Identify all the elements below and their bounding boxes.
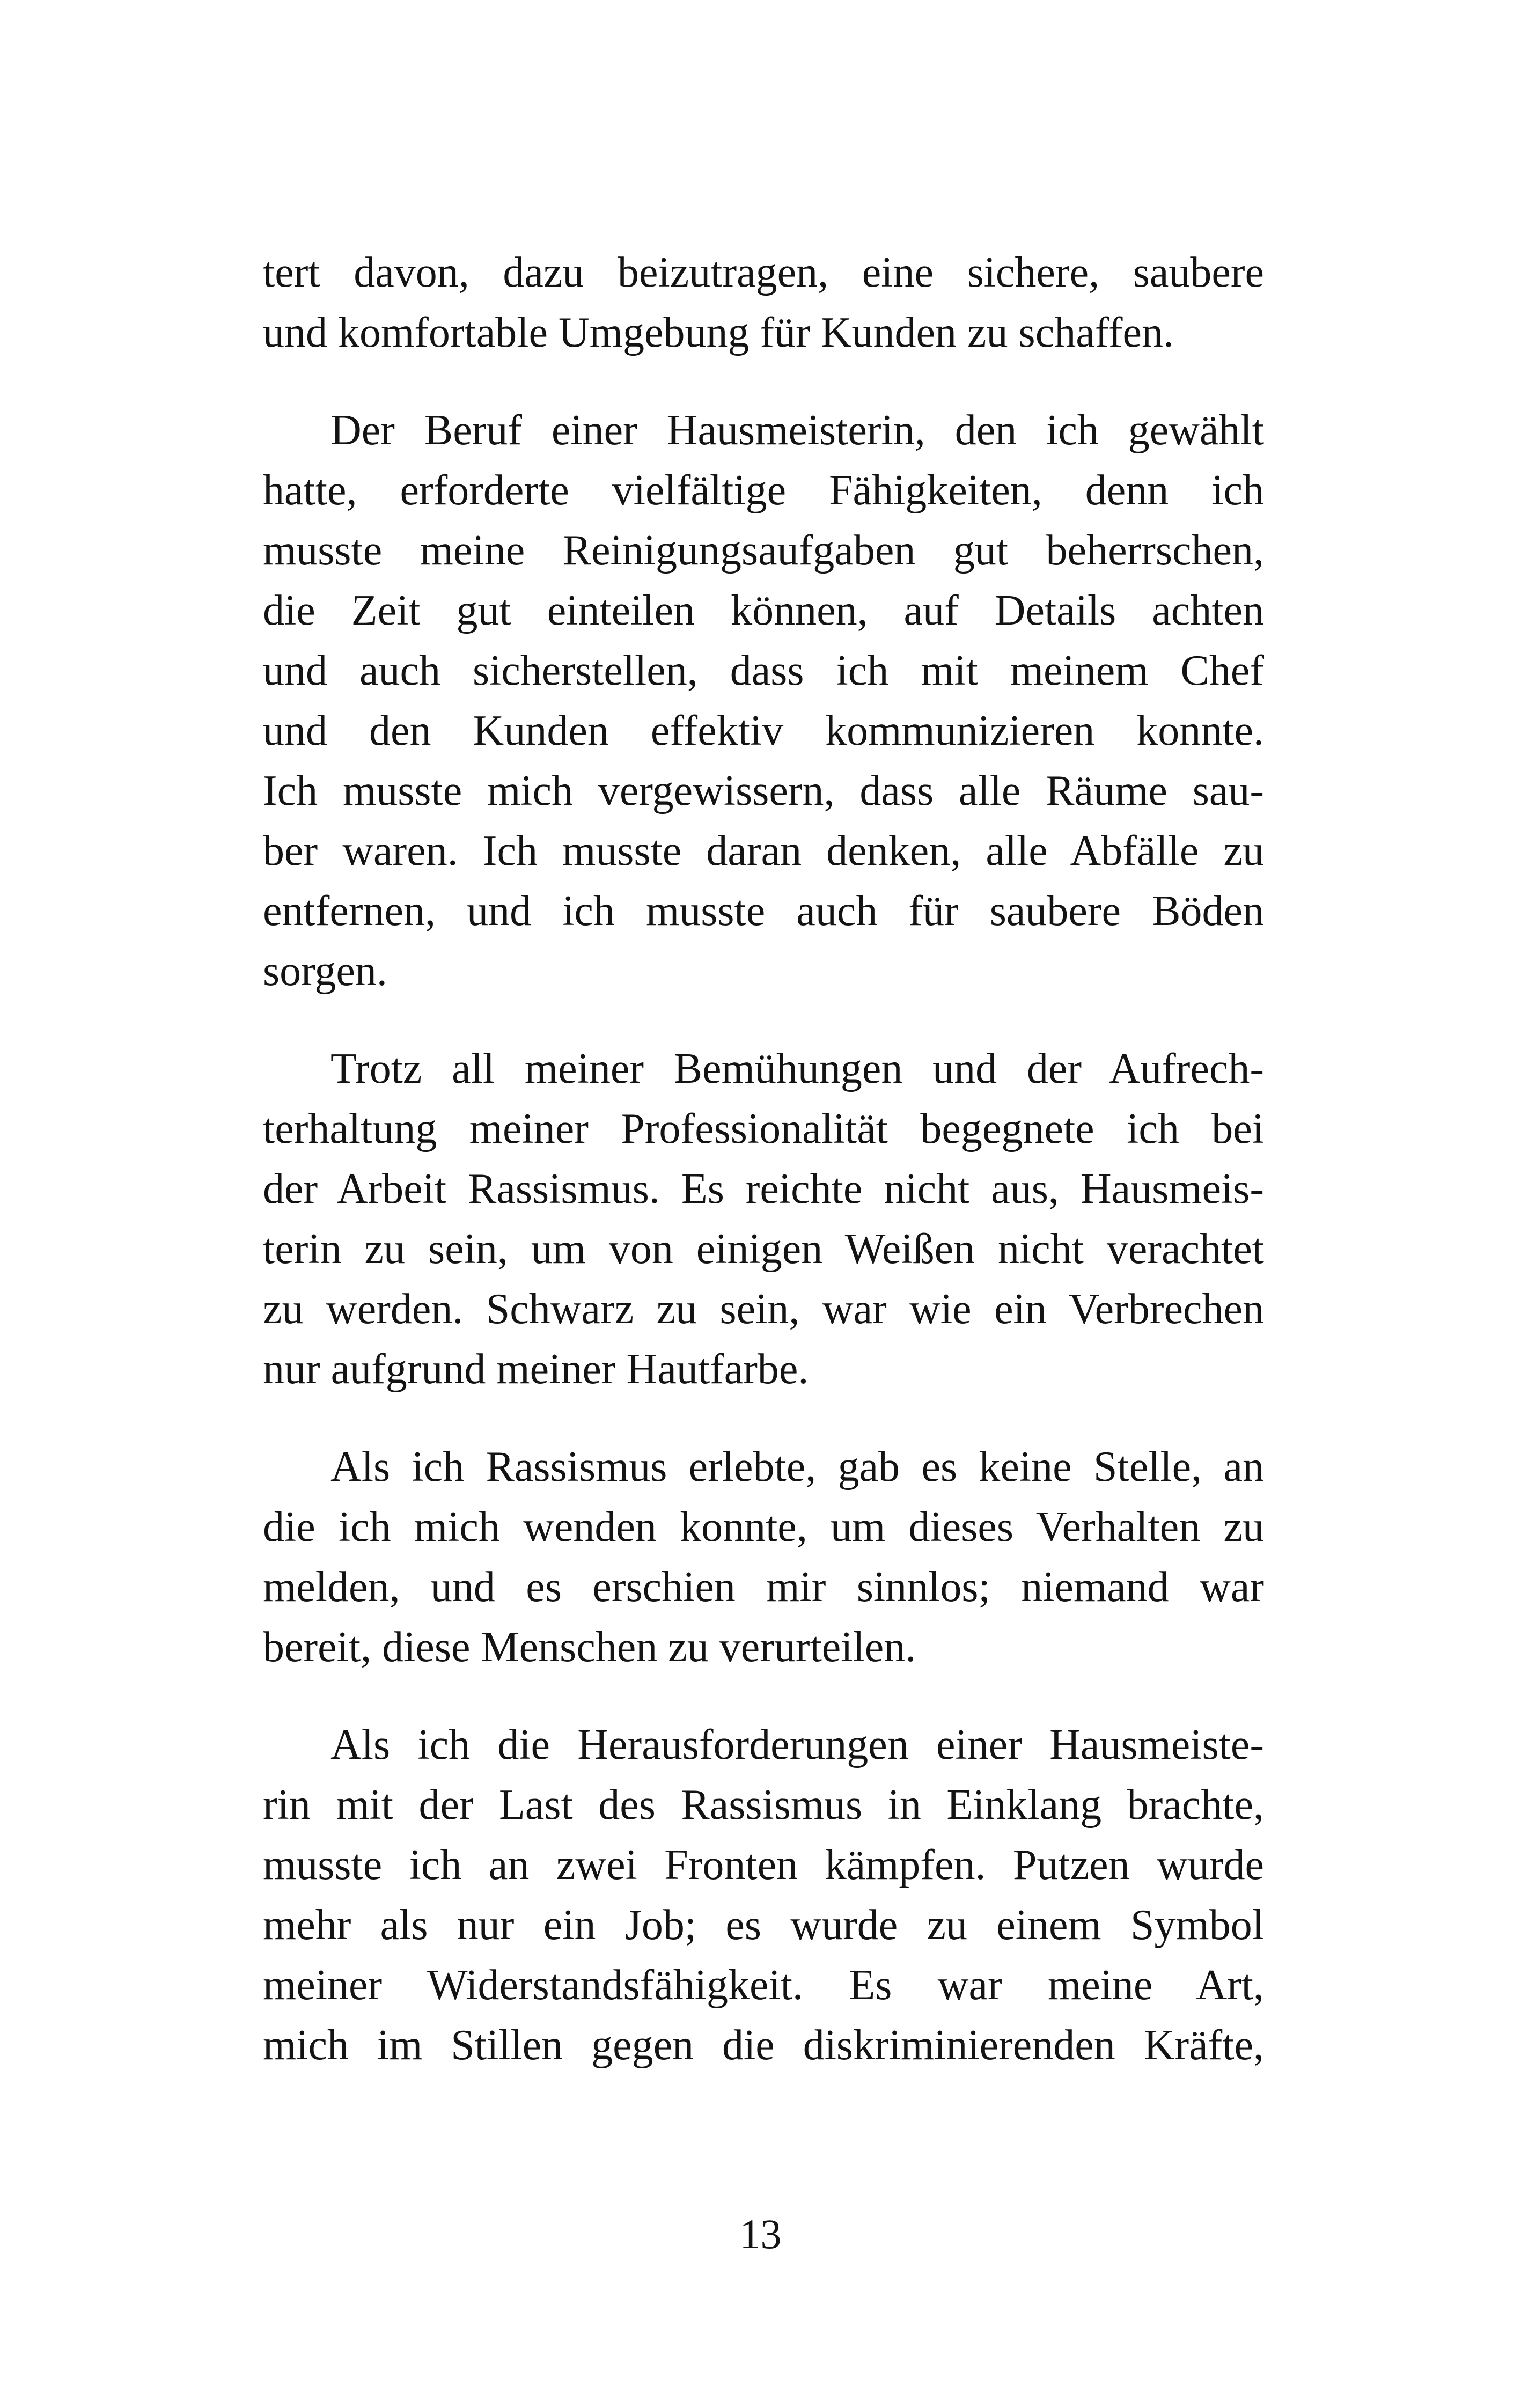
text-block bbox=[263, 243, 1264, 2113]
text-line: mich im Stillen gegen die diskriminierenden Kräfte, bbox=[263, 2022, 1264, 2069]
paragraph bbox=[263, 1715, 1264, 2075]
text-line: musste ich an zwei Fronten kämpfen. Putzen wurde bbox=[263, 1841, 1264, 1889]
text-line: und komfortable Umgebung für Kunden zu schaffen. bbox=[263, 309, 1174, 356]
text-line: die Zeit gut einteilen können, auf Details achten bbox=[263, 587, 1264, 634]
text-line: sorgen. bbox=[263, 948, 387, 995]
text-line: nur aufgrund meiner Hautfarbe. bbox=[263, 1346, 809, 1393]
text-line: terhaltung meiner Professionalität begegnete ich bei bbox=[263, 1105, 1264, 1152]
page-number: 13 bbox=[739, 2211, 782, 2257]
text-line: musste meine Reinigungsaufgaben gut beherrschen, bbox=[263, 527, 1264, 574]
text-line: mehr als nur ein Job; es wurde zu einem Symbol bbox=[263, 1902, 1264, 1949]
text-line: Als ich die Herausforderungen einer Hausmeiste- bbox=[330, 1721, 1264, 1768]
text-line: hatte, erforderte vielfältige Fähigkeiten, denn ich bbox=[263, 467, 1264, 514]
text-line: terin zu sein, um von einigen Weißen nicht verachtet bbox=[263, 1225, 1264, 1273]
text-line: zu werden. Schwarz zu sein, war wie ein Verbrechen bbox=[263, 1286, 1264, 1333]
text-line: der Arbeit Rassismus. Es reichte nicht aus, Hausmeis- bbox=[263, 1165, 1264, 1213]
text-line: Trotz all meiner Bemühungen und der Aufrech- bbox=[330, 1045, 1264, 1092]
paragraph bbox=[263, 243, 1264, 363]
text-line: rin mit der Last des Rassismus in Einklang brachte, bbox=[263, 1781, 1264, 1829]
text-line: Als ich Rassismus erlebte, gab es keine Stelle, an bbox=[330, 1443, 1264, 1491]
text-line: Der Beruf einer Hausmeisterin, den ich gewählt bbox=[330, 407, 1264, 454]
text-line: und den Kunden effektiv kommunizieren konnte. bbox=[263, 707, 1264, 754]
text-line: und auch sicherstellen, dass ich mit meinem Chef bbox=[263, 647, 1264, 694]
paragraph bbox=[263, 1437, 1264, 1677]
text-line: ber waren. Ich musste daran denken, alle Abfälle zu bbox=[263, 827, 1264, 875]
text-line: meiner Widerstandsfähigkeit. Es war meine Art, bbox=[263, 1962, 1264, 2009]
text-line: Ich musste mich vergewissern, dass alle Räume sau- bbox=[263, 767, 1264, 814]
paragraph bbox=[263, 1039, 1264, 1399]
text-line: entfernen, und ich musste auch für saubere Böden bbox=[263, 887, 1264, 935]
text-line: tert davon, dazu beizutragen, eine sichere, saubere bbox=[263, 249, 1264, 296]
paragraph bbox=[263, 400, 1264, 1001]
text-line: melden, und es erschien mir sinnlos; niemand war bbox=[263, 1563, 1264, 1611]
text-line: die ich mich wenden konnte, um dieses Verhalten zu bbox=[263, 1503, 1264, 1551]
text-line: bereit, diese Menschen zu verurteilen. bbox=[263, 1624, 916, 1671]
